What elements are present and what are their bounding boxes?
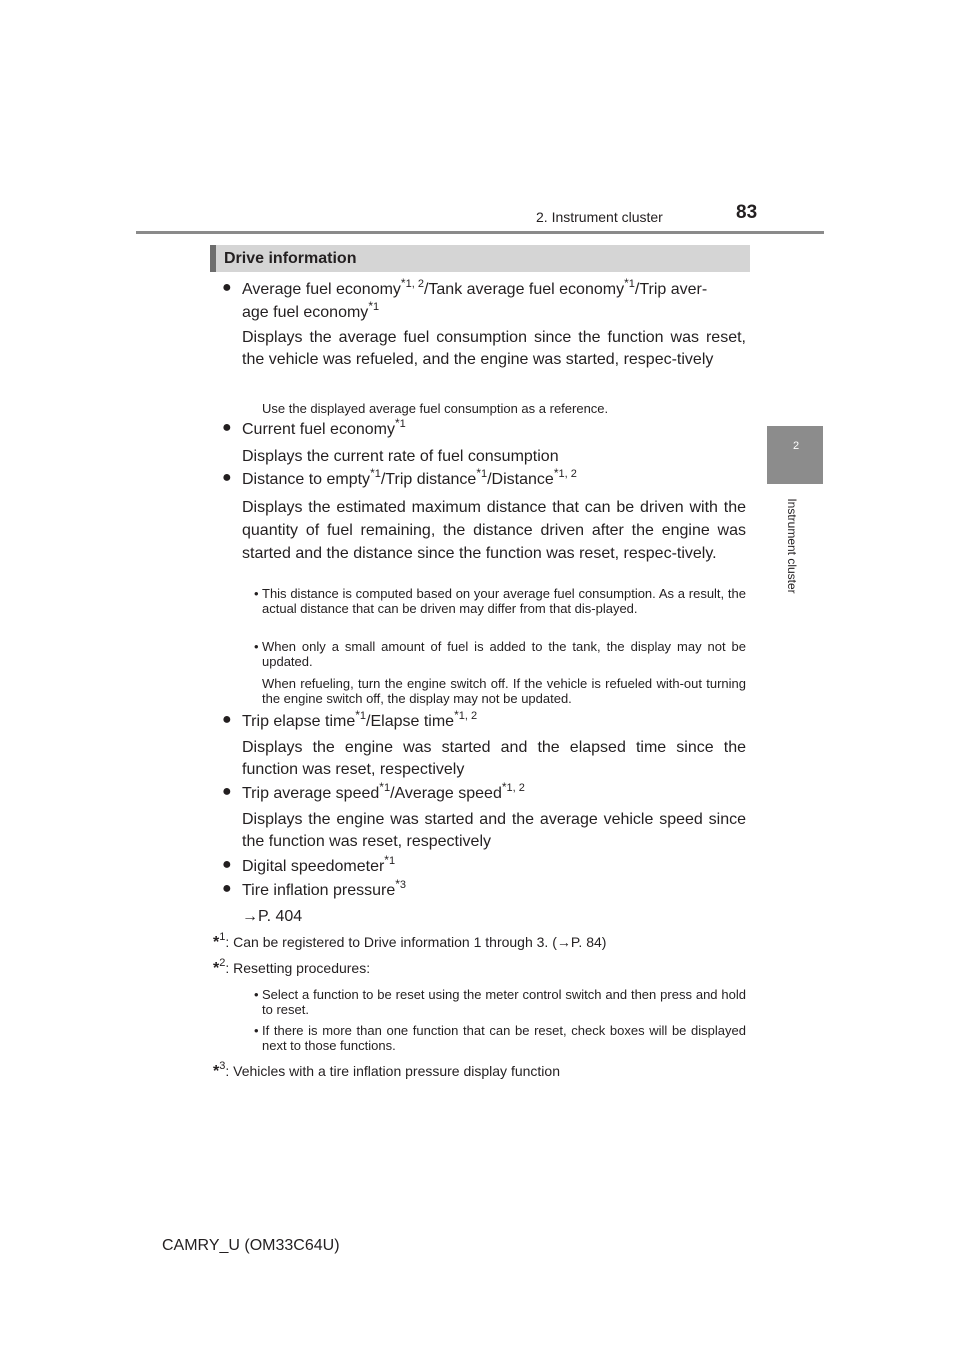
item-description: Displays the estimated maximum distance that can be driven with the quantity of fuel remaining, the distance driven after the engine was started and the distance since the function was reset, respec-tively. — [242, 499, 746, 562]
bullet-icon: ● — [222, 419, 232, 436]
bullet-icon: ● — [222, 279, 232, 296]
item-title: Trip elapse time$^{*1}$/Elapse time$^{*1, 2}$ — [242, 707, 478, 730]
document-footer: CAMRY_U (OM33C64U) — [162, 1237, 340, 1254]
bullet-icon: ● — [222, 711, 232, 728]
item-title: Distance to empty$^{*1}$/Trip distance$^{*1}$/Distance$^{*1, 2}$ — [242, 465, 577, 488]
chapter-number: 2 — [792, 440, 800, 452]
list-item: • When only a small amount of fuel is added to the tank, the display may not be updated. — [254, 639, 746, 669]
header-rule — [136, 231, 824, 234]
arrow-right-icon: → — [242, 908, 258, 925]
bullet-icon: ● — [222, 856, 232, 873]
list-item: • Select a function to be reset using the meter control switch and then press and hold to reset. — [254, 987, 746, 1017]
running-header-section: 2. Instrument cluster — [536, 209, 663, 225]
item-description: Displays the engine was started and the average vehicle speed since the function was reset, respectively — [242, 811, 746, 850]
item-description: Displays the engine was started and the elapsed time since the function was reset, respectively — [242, 739, 746, 778]
footnote: *$^2$: Resetting procedures: — [213, 957, 371, 977]
page-reference-link[interactable]: →P. 404 — [242, 908, 303, 925]
item-description: Displays the average fuel consumption since the function was reset, the vehicle was refueled, and the engine was started, respec-tively — [242, 329, 746, 368]
page-number: 83 — [736, 202, 758, 223]
section-heading-accent — [210, 245, 216, 272]
item-title: Digital speedometer$^{*1}$ — [242, 852, 396, 875]
footnote: *$^3$: Vehicles with a tire inflation pressure display function — [213, 1060, 560, 1080]
list-item: • This distance is computed based on your average fuel consumption. As a result, the actual distance that can be driven may differ from that dis-played. — [254, 586, 746, 616]
chapter-label: Instrument cluster — [785, 498, 799, 594]
item-title-continued: age fuel economy$^{*1}$ — [242, 298, 380, 321]
list-item-continued: When refueling, turn the engine switch off. If the vehicle is refueled with-out turning the engine switch off, the display may not be updated. — [262, 676, 746, 706]
item-title: Current fuel economy$^{*1}$ — [242, 415, 406, 438]
section-title: Drive information — [224, 250, 357, 267]
item-title: Tire inflation pressure$^{*3}$ — [242, 876, 407, 899]
bullet-icon: ● — [222, 469, 232, 486]
bullet-icon: ● — [222, 783, 232, 800]
bullet-icon: ● — [222, 880, 232, 897]
arrow-right-icon: → — [556, 934, 571, 950]
footnote: *$^1$: Can be registered to Drive information 1 through 3. (→P. 84) — [213, 931, 607, 951]
item-title: Average fuel economy$^{*1, 2}$/Tank average fuel economy$^{*1}$/Trip aver- — [242, 275, 708, 298]
item-note: Use the displayed average fuel consumption as a reference. — [262, 401, 609, 416]
item-description: Displays the current rate of fuel consumption — [242, 448, 559, 465]
item-title: Trip average speed$^{*1}$/Average speed$^{*1, 2}$ — [242, 779, 525, 802]
page-reference-link[interactable]: P. 84 — [570, 934, 602, 950]
list-item: • If there is more than one function that can be reset, check boxes will be displayed next to those functions. — [254, 1023, 746, 1053]
